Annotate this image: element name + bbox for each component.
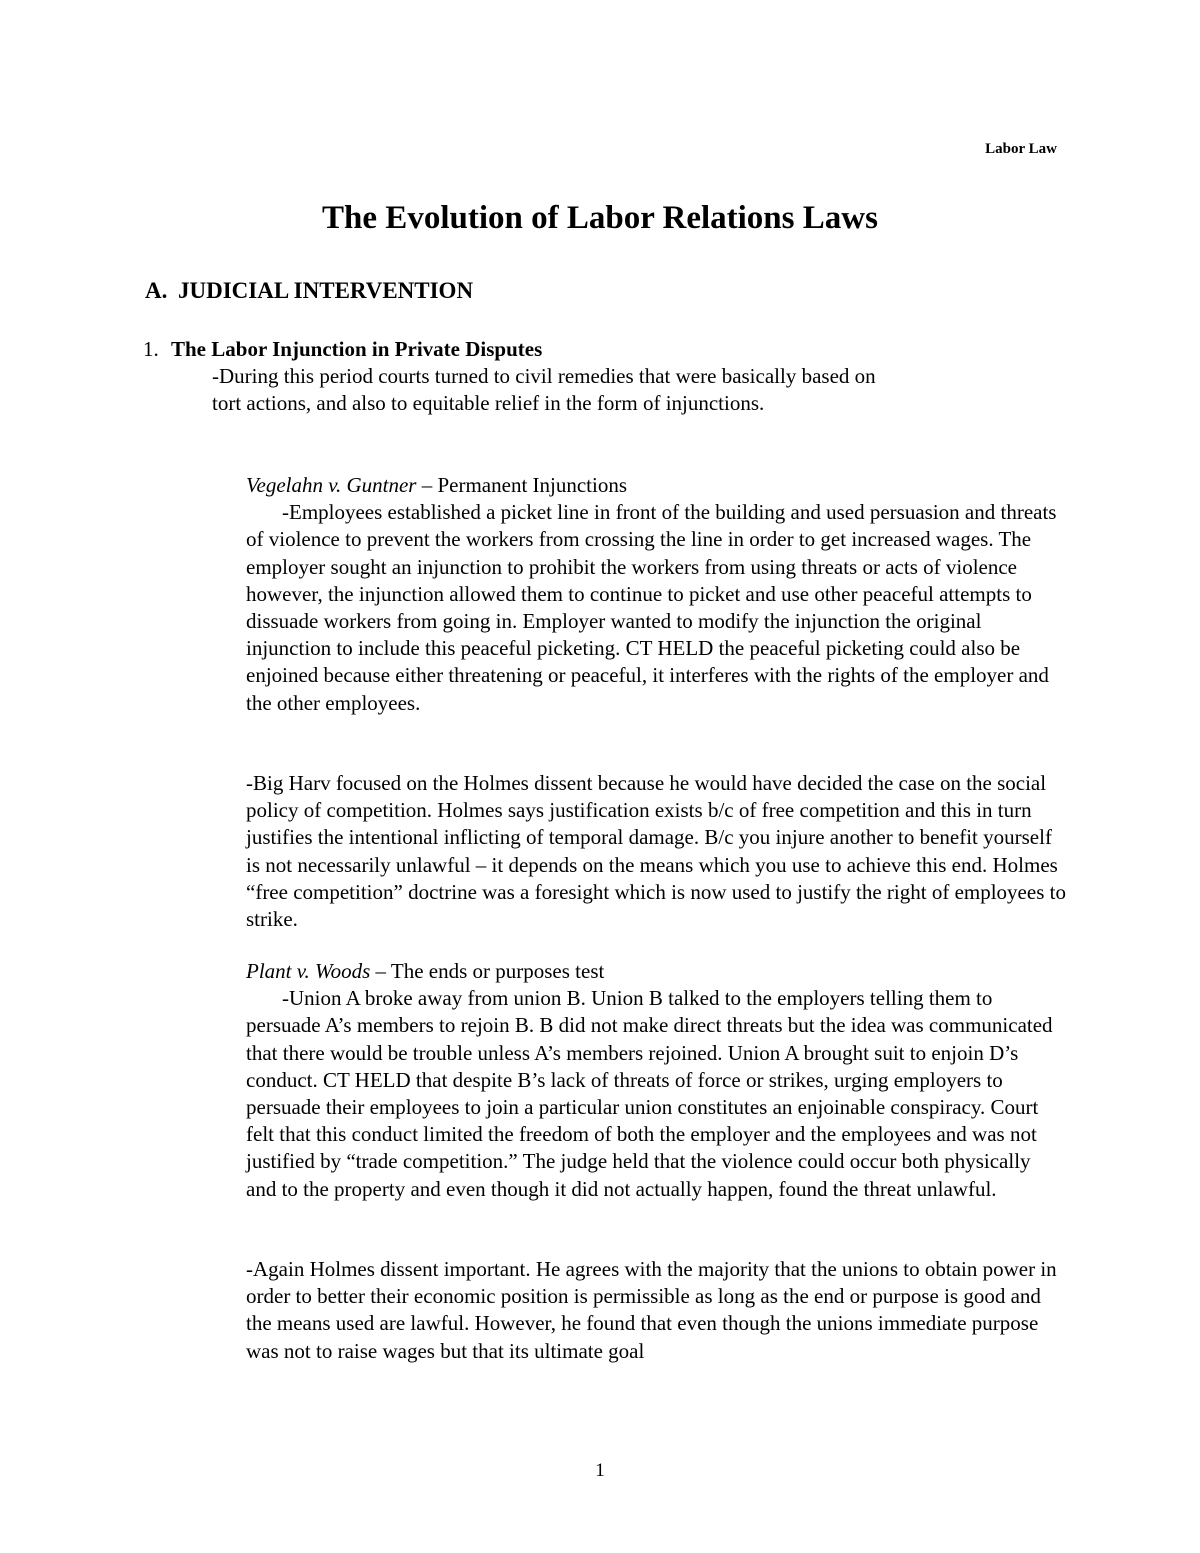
case-summary: [246, 499, 1066, 717]
case-name: Vegelahn v. Guntner: [246, 473, 417, 497]
subsection-number: 1.: [143, 337, 159, 361]
section-heading: [145, 278, 473, 304]
case-block-plant: [246, 958, 1066, 1203]
case-heading: [246, 472, 1066, 499]
case-topic: The ends or purposes test: [390, 959, 605, 983]
case-name: Plant v. Woods: [246, 959, 371, 983]
case-summary-text: -Union A broke away from union B. Union B talked to the employers telling them to persuade A’s members to rejoin B. B did not make direct threats but the idea was communicated that there would be trouble unless A’s members rejoined. Union A brought suit to enjoin D’s conduct. CT HELD that despite B’s lack of threats of force or strikes, urging employers to persuade their employees to join a particular union constitutes an enjoinable conspiracy. Court felt that this conduct limited the freedom of both the employer and the employees and was not justified by “trade competition.” The judge held that the violence could occur both physically and to the property and even though it did not actually happen, found the threat unlawful.: [246, 986, 1053, 1201]
case-commentary: -Big Harv focused on the Holmes dissent because he would have decided the case on the social policy of competition. Holmes says justification exists b/c of free competition and this in turn justifies the intentional inflicting of temporal damage. B/c you injure another to benefit yourself is not necessarily unlawful – it depends on the means which you use to achieve this end. Holmes “free competition” doctrine was a foresight which is now used to justify the right of employees to strike.: [246, 771, 1066, 932]
document-title: The Evolution of Labor Relations Laws: [322, 200, 878, 236]
case-topic: Permanent Injunctions: [437, 473, 628, 497]
running-header: Labor Law: [985, 141, 1057, 157]
case-heading: [246, 958, 1066, 985]
subsection-heading: [143, 337, 542, 362]
page-number: 1: [595, 1460, 605, 1481]
section-heading-text: JUDICIAL INTERVENTION: [178, 278, 474, 303]
subsection-intro: -During this period courts turned to civil remedies that were basically based on tort actions, and also to equitable relief in the form of injunctions.: [212, 364, 876, 416]
case-summary-text: -Employees established a picket line in front of the building and used persuasion and threats of violence to prevent the workers from crossing the line in order to get increased wages. The employer sought an injunction to prohibit the workers from using threats or acts of violence however, the injunction allowed them to continue to picket and use other peaceful attempts to dissuade workers from going in. Employer wanted to modify the injunction the original injunction to include this peaceful picketing. CT HELD the peaceful picketing could also be enjoined because either threatening or peaceful, it interferes with the rights of the employer and the other employees.: [246, 500, 1057, 715]
case-commentary: -Again Holmes dissent important. He agrees with the majority that the unions to obtain power in order to better their economic position is permissible as long as the end or purpose is good and the means used are lawful. However, he found that even though the unions immediate purpose was not to raise wages but that its ultimate goal: [246, 1257, 1057, 1363]
case-dash: –: [370, 959, 391, 983]
section-letter: A.: [145, 278, 168, 303]
subsection-heading-text: The Labor Injunction in Private Disputes: [171, 337, 543, 361]
case-dash: –: [416, 473, 438, 497]
case-block-vegelahn: [246, 472, 1066, 717]
case-summary: [246, 985, 1066, 1203]
